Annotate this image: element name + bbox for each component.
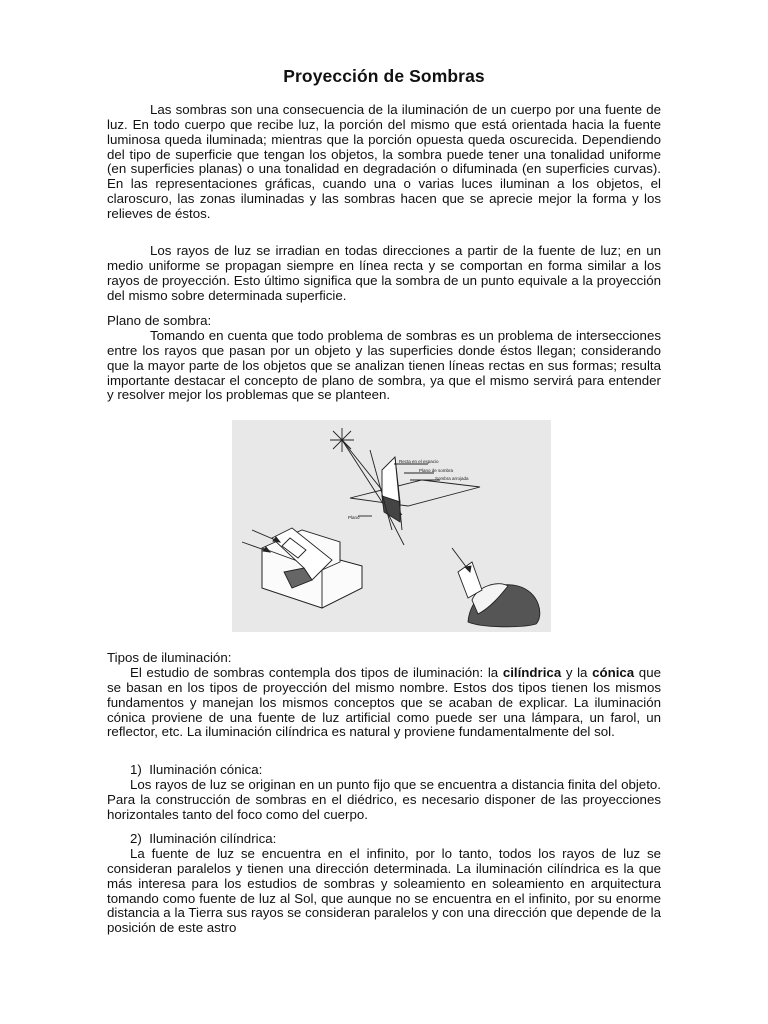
paragraph-iluminacion-conica: Los rayos de luz se originan en un punto fijo que se encuentra a distancia finita del objeto. Para la construcción de sombras en el diédrico, es necesario disponer de las proyecciones horizontales tanto del foco como del cuerpo. [107, 777, 661, 822]
paragraph-intro: Las sombras son una consecuencia de la iluminación de un cuerpo por una fuente de luz. En todo cuerpo que recibe luz, la porción del mismo que está orientada hacia la fuente luminosa queda iluminada; mientras que la porción opuesta queda oscurecida. Dependiendo del tipo de superficie que tengan los objetos, la sombra puede tener una tonalidad uniforme (en superficies planas) o una tonalidad en degradación o difuminada (en superficies curvas). En las representaciones gráficas, cuando una o varias luces iluminan a los objetos, el claroscuro, las zonas iluminadas y las sombras hacen que se aprecie mejor la forma y los relieves de éstos. [107, 102, 661, 221]
paragraph-plano-sombra: Tomando en cuenta que todo problema de sombras es un problema de intersecciones entre los rayos que pasan por un objeto y las superficies donde éstos llegan; considerando que la mayor parte de los objetos que se analizan tienen líneas rectas en sus formas; resulta importante destacar el concepto de plano de sombra, ya que el mismo servirá para entender y resolver mejor los problemas que se planteen. [107, 328, 661, 403]
paragraph-rays: Los rayos de luz se irradian en todas direcciones a partir de la fuente de luz; en un medio uniforme se propagan siempre en línea recta y se comportan en forma similar a los rayos de proyección. Esto último significa que la sombra de un punto equivale a la proyección del mismo sobre determinada superficie. [107, 243, 661, 303]
shadow-projection-figure [232, 420, 551, 632]
figure-label-recta: Recta en el espacio [399, 459, 439, 464]
heading-tipos-iluminacion: Tipos de iluminación: [107, 650, 232, 665]
term-conica: cónica [592, 665, 635, 680]
figure-label-sombra-arrojada: Sombra arrojada [435, 476, 469, 481]
heading-iluminacion-conica: 1) Iluminación cónica: [130, 762, 263, 777]
figure-label-plano-sombra: Plano de sombra [419, 468, 454, 473]
heading-plano-sombra: Plano de sombra: [107, 313, 212, 328]
page-title: Proyección de Sombras [283, 66, 485, 86]
paragraph-tipos-iluminacion: El estudio de sombras contempla dos tipos de iluminación: la cilíndrica y la cónica que se basan en los tipos de proyección del mismo nombre. Estos dos tipos tienen los mismos fundamentos y manejan los mismos conceptos que se acaban de explicar. La iluminación cónica proviene de una fuente de luz artificial como puede ser una lámpara, un farol, un reflector, etc. La iluminación cilíndrica es natural y proviene fundamentalmente del sol. [107, 665, 661, 740]
term-cilindrica: cilíndrica [502, 665, 562, 680]
figure-label-plano: Plano [348, 515, 360, 520]
paragraph-iluminacion-cilindrica: La fuente de luz se encuentra en el infinito, por lo tanto, todos los rayos de luz se consideran paralelos y tienen una dirección determinada. La iluminación cilíndrica es la que más interesa para los estudios de sombras y soleamiento en soleamiento en arquitectura tomando como fuente de luz al Sol, que aunque no se encuentra en el infinito, por su enorme distancia a la Tierra sus rayos se consideran paralelos y con una dirección que depende de la posición de este astro [107, 846, 661, 936]
heading-iluminacion-cilindrica: 2) Iluminación cilíndrica: [130, 831, 277, 846]
